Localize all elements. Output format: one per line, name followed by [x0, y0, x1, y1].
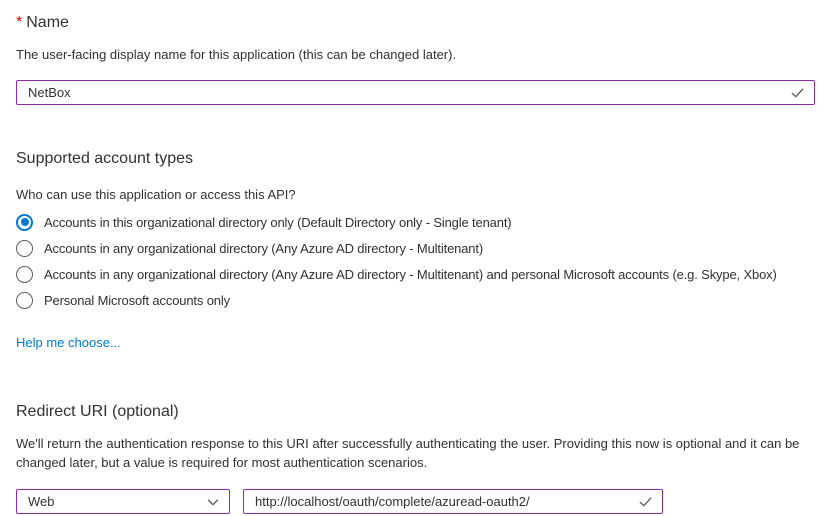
name-label: Name	[26, 14, 69, 31]
account-types-title: Supported account types	[16, 150, 194, 167]
radio-option-label: Accounts in this organizational directory only (Default Directory only - Single tenant)	[44, 214, 512, 230]
radio-option-single-tenant[interactable]	[16, 209, 815, 235]
radio-unselected-icon[interactable]	[16, 240, 33, 257]
name-input[interactable]	[16, 80, 815, 105]
radio-option-label: Accounts in any organizational directory (Any Azure AD directory - Multitenant) and personal Microsoft accounts (e.g. Skype, Xbox)	[44, 266, 777, 282]
redirect-uri-controls	[16, 489, 815, 514]
radio-option-personal-only[interactable]	[16, 287, 815, 313]
name-input-value: NetBox	[28, 85, 71, 100]
name-section-title	[16, 12, 815, 33]
radio-option-multitenant-personal[interactable]	[16, 261, 815, 287]
radio-selected-icon[interactable]	[16, 214, 33, 231]
redirect-uri-section	[16, 401, 815, 514]
valid-check-icon	[638, 494, 653, 509]
account-types-question: Who can use this application or access this API?	[16, 187, 296, 202]
redirect-uri-input[interactable]	[243, 489, 663, 514]
name-description: The user-facing display name for this application (this can be changed later).	[16, 47, 457, 62]
radio-unselected-icon[interactable]	[16, 292, 33, 309]
redirect-uri-title: Redirect URI (optional)	[16, 403, 179, 420]
radio-dot	[21, 218, 29, 226]
platform-dropdown[interactable]	[16, 489, 230, 514]
platform-dropdown-value: Web	[28, 494, 55, 509]
radio-option-label: Personal Microsoft accounts only	[44, 292, 230, 308]
redirect-uri-description: We'll return the authentication response to this URI after successfully authenticating the user. Providing this now is optional and it can be changed later, but a value is required for most authentication scenarios.	[16, 436, 800, 470]
account-types-radio-group	[16, 209, 815, 313]
help-me-choose-link[interactable]: Help me choose...	[16, 335, 121, 350]
radio-option-label: Accounts in any organizational directory (Any Azure AD directory - Multitenant)	[44, 240, 484, 256]
chevron-down-icon	[206, 495, 220, 509]
radio-option-multitenant[interactable]	[16, 235, 815, 261]
redirect-uri-input-value: http://localhost/oauth/complete/azuread-oauth2/	[255, 494, 530, 509]
radio-unselected-icon[interactable]	[16, 266, 33, 283]
name-section	[16, 12, 815, 105]
required-asterisk: *	[16, 14, 23, 31]
supported-account-types-section	[16, 148, 815, 352]
valid-check-icon	[790, 85, 805, 100]
